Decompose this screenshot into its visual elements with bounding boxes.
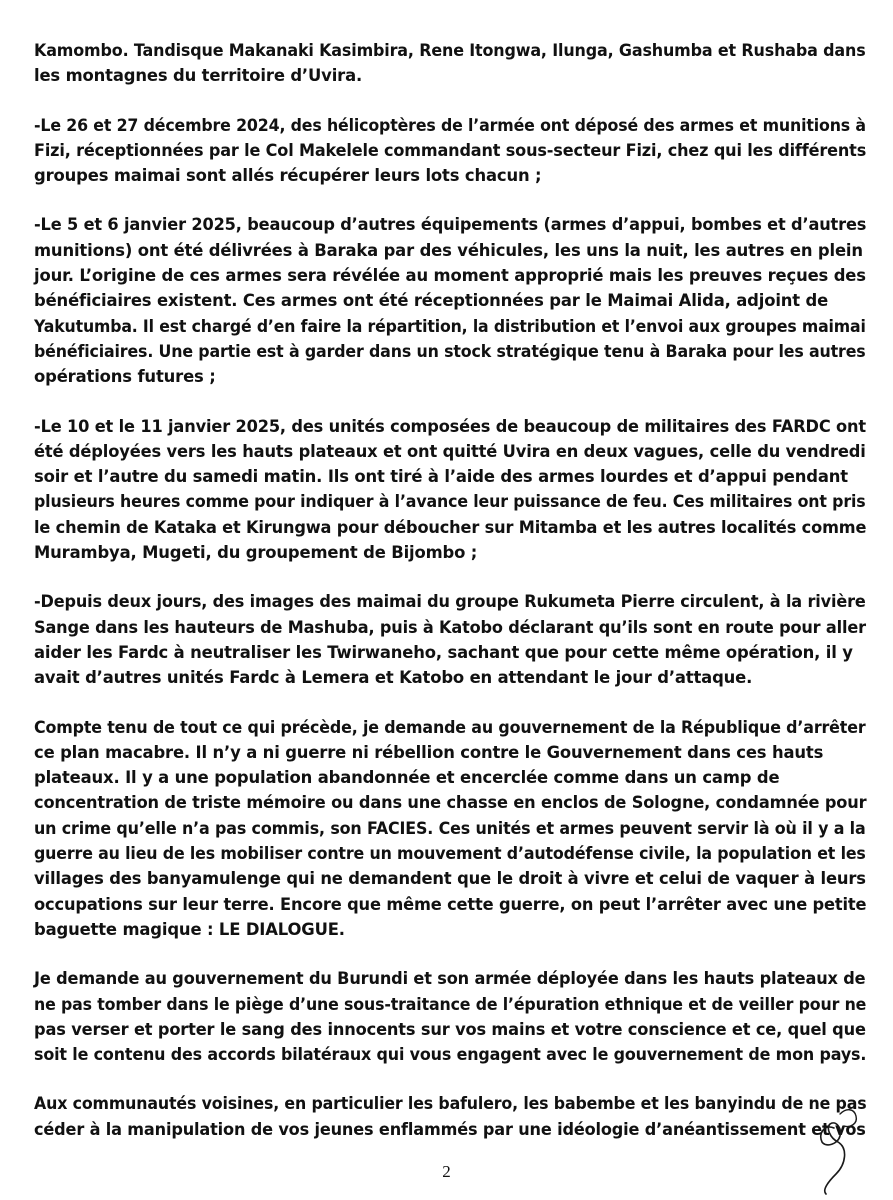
- paragraph: [34, 715, 866, 943]
- text-line: Yakutumba. Il est chargé d’en faire la répartition, la distribution et l’envoi aux groupes maimai: [34, 316, 866, 336]
- text-line: groupes maimai sont allés récupérer leurs lots chacun ;: [34, 166, 542, 186]
- text-line: avait d’autres unités Fardc à Lemera et Katobo en attendant le jour d’attaque.: [34, 668, 753, 688]
- text-line: ne pas tomber dans le piège d’une sous-traitance de l’épuration ethnique et de veiller pour ne: [34, 994, 867, 1014]
- text-line: Sange dans les hauteurs de Mashuba, puis à Katobo déclarant qu’ils sont en route pour aller: [34, 617, 866, 637]
- text-line: soit le contenu des accords bilatéraux qui vous engagent avec le gouvernement de mon pays.: [34, 1045, 867, 1065]
- paragraph: [34, 38, 866, 89]
- text-line: plateaux. Il y a une population abandonnée et encerclée comme dans un camp de: [34, 768, 780, 788]
- text-line: plusieurs heures comme pour indiquer à l’avance leur puissance de feu. Ces militaires ont pris: [34, 492, 866, 512]
- text-line: opérations futures ;: [34, 367, 216, 387]
- text-line: aider les Fardc à neutraliser les Twirwaneho, sachant que pour cette même opération, il y: [34, 642, 853, 662]
- text-line: un crime qu’elle n’a pas commis, son FACIES. Ces unités et armes peuvent servir là où il y a la: [34, 818, 866, 838]
- text-line: -Le 10 et le 11 janvier 2025, des unités composées de beaucoup de militaires des FARDC ont: [34, 416, 866, 436]
- paragraph: [34, 966, 866, 1067]
- text-line: Fizi, réceptionnées par le Col Makelele commandant sous-secteur Fizi, chez qui les différents: [34, 140, 867, 160]
- document-body: [34, 38, 866, 1166]
- text-line: guerre au lieu de les mobiliser contre un mouvement d’autodéfense civile, la population et les: [34, 844, 866, 864]
- text-line: bénéficiaires. Une partie est à garder dans un stock stratégique tenu à Baraka pour les autres: [34, 341, 866, 361]
- text-line: -Depuis deux jours, des images des maimai du groupe Rukumeta Pierre circulent, à la rivière: [34, 592, 866, 612]
- paragraph: [34, 589, 866, 690]
- text-line: ce plan macabre. Il n’y a ni guerre ni rébellion contre le Gouvernement dans ces hauts: [34, 742, 824, 762]
- text-line: -Le 5 et 6 janvier 2025, beaucoup d’autres équipements (armes d’appui, bombes et d’autres: [34, 215, 867, 235]
- text-line: villages des banyamulenge qui ne demandent que le droit à vivre et celui de vaquer à leurs: [34, 869, 866, 889]
- text-line: bénéficiaires existent. Ces armes ont été réceptionnées par le Maimai Alida, adjoint de: [34, 291, 829, 311]
- paragraph: [34, 212, 866, 389]
- text-line: céder à la manipulation de vos jeunes enflammés par une idéologie d’anéantissement et vos: [34, 1119, 866, 1139]
- paragraph: [34, 113, 866, 189]
- text-line: Aux communautés voisines, en particulier les bafulero, les babembe et les banyindu de ne pas: [34, 1094, 867, 1114]
- text-line: -Le 26 et 27 décembre 2024, des hélicoptères de l’armée ont déposé des armes et munitions à: [34, 115, 866, 135]
- text-line: concentration de triste mémoire ou dans une chasse en enclos de Sologne, condamnée pour: [34, 793, 867, 813]
- text-line: Kamombo. Tandisque Makanaki Kasimbira, Rene Itongwa, Ilunga, Gashumba et Rushaba dans: [34, 41, 866, 60]
- text-line: jour. L’origine de ces armes sera révélée au moment approprié mais les preuves reçues des: [34, 266, 866, 286]
- text-line: soir et l’autre du samedi matin. Ils ont tiré à l’aide des armes lourdes et d’appui pendant: [34, 467, 848, 487]
- text-line: pas verser et porter le sang des innocents sur vos mains et votre conscience et ce, quel que: [34, 1019, 866, 1039]
- handwritten-initials: [812, 1098, 862, 1196]
- text-line: le chemin de Kataka et Kirungwa pour déboucher sur Mitamba et les autres localités comme: [34, 517, 867, 537]
- paragraph: [34, 1091, 866, 1142]
- text-line: munitions) ont été délivrées à Baraka par des véhicules, les uns la nuit, les autres en plein: [34, 240, 863, 260]
- text-line: les montagnes du territoire d’Uvira.: [34, 66, 363, 86]
- text-line: été déployées vers les hauts plateaux et ont quitté Uvira en deux vagues, celle du vendredi: [34, 441, 866, 461]
- text-line: Murambya, Mugeti, du groupement de Bijombo ;: [34, 543, 478, 563]
- text-line: occupations sur leur terre. Encore que même cette guerre, on peut l’arrêter avec une petite: [34, 894, 867, 914]
- page-number: 2: [442, 1162, 451, 1181]
- paragraph: [34, 414, 866, 566]
- text-line: baguette magique : LE DIALOGUE.: [34, 919, 345, 939]
- text-line: Compte tenu de tout ce qui précède, je demande au gouvernement de la République d’arrêter: [34, 717, 866, 737]
- text-line: Je demande au gouvernement du Burundi et son armée déployée dans les hauts plateaux de: [34, 969, 866, 989]
